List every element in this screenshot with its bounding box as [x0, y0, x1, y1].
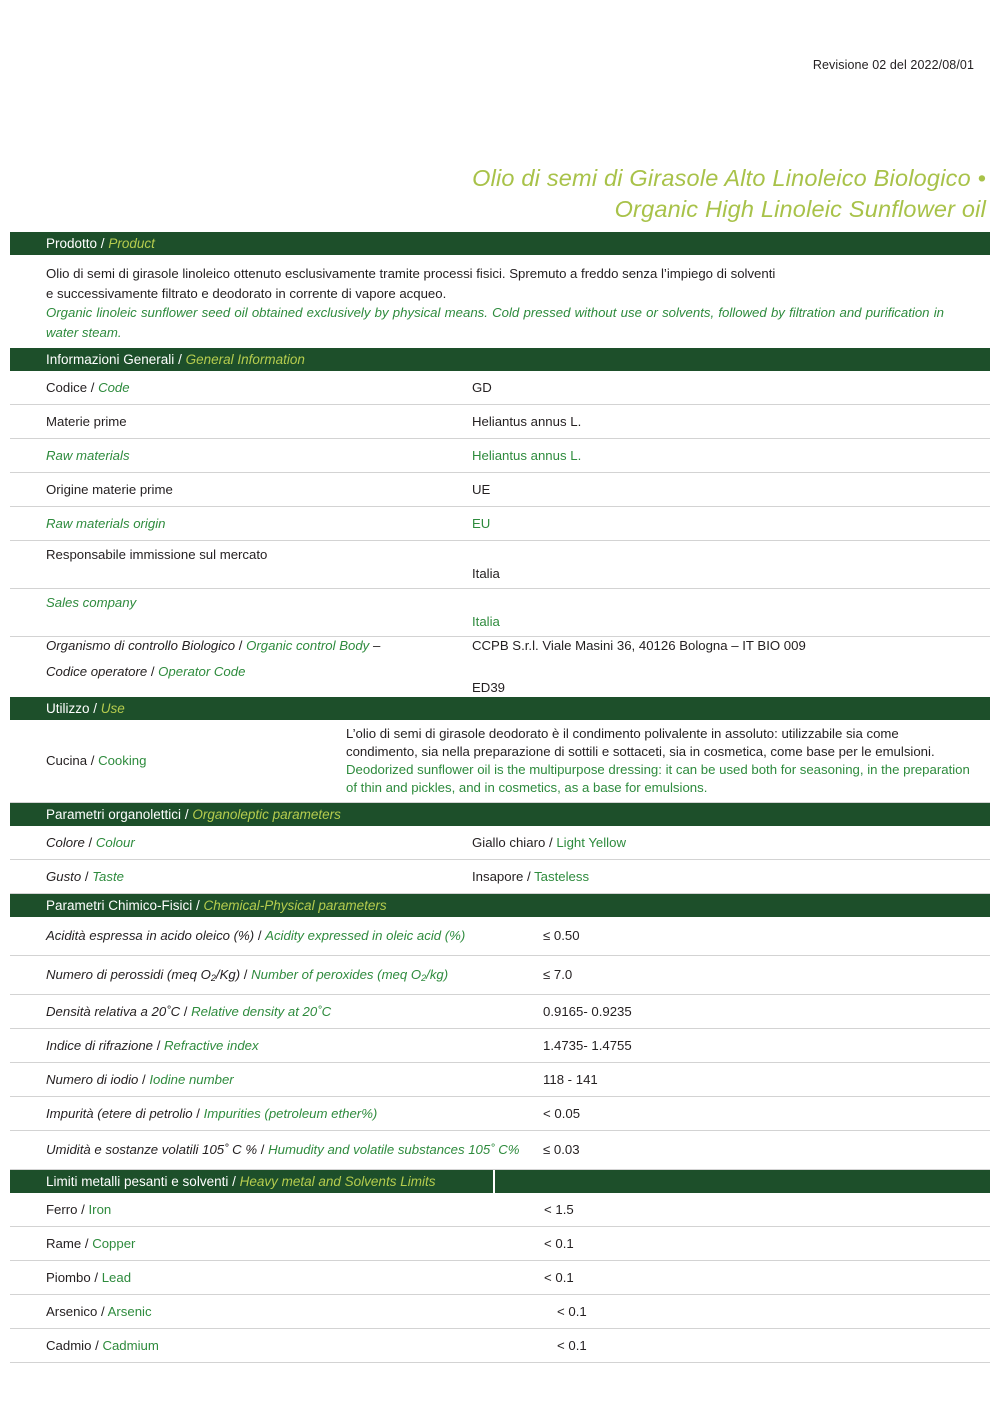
- section-header-heavy-metals: [10, 1170, 990, 1193]
- section-header-use-it: Utilizzo: [46, 701, 90, 716]
- operator-code-label-it: Codice operatore: [46, 663, 148, 679]
- row-value-en: Heliantus annus L.: [472, 447, 582, 463]
- section-header-use-en: Use: [100, 701, 125, 716]
- row-value: [472, 379, 990, 397]
- row-label-sep: /: [97, 1303, 108, 1319]
- row-label: [10, 413, 472, 431]
- table-row: [10, 371, 990, 405]
- row-label: [10, 1303, 544, 1321]
- row-value: [544, 1201, 990, 1219]
- row-label-sep: /: [192, 1105, 204, 1121]
- product-description-it-line2: e successivamente filtrato e deodorato in corrente di vapore acqueo.: [46, 285, 447, 301]
- row-label-it-b: /Kg): [215, 966, 241, 982]
- section-header-organoleptic-sep: /: [181, 807, 193, 822]
- section-header-organoleptic-it: Parametri organolettici: [46, 807, 182, 822]
- row-label: [10, 541, 472, 564]
- section-header-organoleptic-en: Organoleptic parameters: [192, 807, 341, 822]
- table-row: [10, 720, 990, 803]
- row-label-it: Ferro: [46, 1201, 78, 1217]
- row-label-en: Iron: [88, 1201, 112, 1217]
- row-label-sep: /: [87, 753, 99, 768]
- row-label-it: Rame: [46, 1235, 82, 1251]
- row-value: [472, 481, 990, 499]
- row-value: [543, 1071, 990, 1089]
- table-row: [10, 1029, 990, 1063]
- table-row: [10, 826, 990, 860]
- row-label-it: Indice di rifrazione: [46, 1037, 154, 1053]
- table-row: [10, 1329, 990, 1363]
- table-row: [10, 507, 990, 541]
- table-row: [10, 1193, 990, 1227]
- operator-code-label-en: Operator Code: [158, 663, 246, 679]
- row-value-it: ≤ 0.03: [543, 1142, 580, 1157]
- operator-code-value-text: ED39: [472, 679, 505, 695]
- row-value-en: Tasteless: [534, 868, 590, 884]
- table-row: [10, 541, 990, 589]
- row-value: [472, 413, 990, 431]
- document-body: [10, 232, 990, 1363]
- row-value: [543, 1037, 990, 1055]
- row-label: [10, 1071, 543, 1089]
- row-label: [10, 481, 472, 499]
- row-label-sep: /: [84, 834, 96, 850]
- row-label-en: Colour: [95, 834, 135, 850]
- table-row: [10, 1097, 990, 1131]
- row-label-it: Acidità espressa in acido oleico (%): [46, 928, 255, 943]
- section-header-product-en: Product: [108, 236, 155, 251]
- row-label-en: Cooking: [98, 753, 147, 768]
- row-label-sep: /: [180, 1003, 192, 1019]
- row-value-it: < 0.1: [544, 1269, 574, 1285]
- row-label: [10, 1105, 543, 1123]
- row-label-en: Arsenic: [107, 1303, 152, 1319]
- row-label: [10, 1269, 544, 1287]
- row-label: [10, 927, 543, 945]
- row-label-en-b: /kg): [426, 966, 449, 982]
- control-body-label-line: [46, 637, 472, 656]
- row-value: [472, 447, 990, 465]
- row-label-it: Densità relativa a 20˚C: [46, 1003, 181, 1019]
- section-header-general-en: General Information: [185, 352, 305, 367]
- table-row: [10, 956, 990, 995]
- table-row: [10, 1261, 990, 1295]
- row-value: [472, 637, 990, 697]
- row-value: [543, 927, 990, 945]
- row-label-en: Iodine number: [149, 1071, 234, 1087]
- section-header-general-sep: /: [174, 352, 186, 367]
- row-label-en-sub: 2: [421, 972, 427, 983]
- row-value: [544, 1269, 990, 1287]
- row-label-sep: /: [240, 966, 252, 982]
- control-body-label-dash: –: [369, 638, 381, 653]
- row-label-en: Taste: [92, 868, 124, 884]
- row-label: [10, 515, 472, 533]
- row-value: [543, 1003, 990, 1021]
- control-body-label-en: Organic control Body: [246, 638, 370, 653]
- table-row: [10, 439, 990, 473]
- row-value: [543, 1141, 990, 1159]
- row-label-en: Raw materials origin: [46, 515, 166, 531]
- row-label-sep: /: [254, 928, 266, 943]
- row-label: [10, 589, 472, 612]
- row-label: [10, 868, 472, 886]
- general-information-table: [10, 371, 990, 697]
- control-body-value-text: CCPB S.r.l. Viale Masini 36, 40126 Bologna – IT BIO 009: [472, 638, 806, 653]
- row-label-en: Cadmium: [102, 1337, 159, 1353]
- row-value-it: 0.9165- 0.9235: [543, 1003, 632, 1019]
- table-row: [10, 860, 990, 894]
- row-label-en: Refractive index: [164, 1037, 259, 1053]
- row-value-it: < 0.1: [557, 1337, 587, 1353]
- section-header-metals-en: Heavy metal and Solvents Limits: [239, 1174, 436, 1189]
- row-label: [10, 752, 346, 770]
- heavy-metals-table: [10, 1193, 990, 1363]
- row-label: [10, 447, 472, 465]
- row-value: [544, 1235, 990, 1253]
- table-row: [10, 995, 990, 1029]
- document-title: [30, 163, 986, 225]
- row-value-it: 1.4735- 1.4755: [543, 1037, 632, 1053]
- row-label: [10, 1037, 543, 1055]
- section-header-general-information: [10, 348, 990, 371]
- row-value-it: < 0.1: [557, 1303, 587, 1319]
- row-label-it: Codice: [46, 379, 88, 395]
- row-label-sep: /: [87, 379, 99, 395]
- row-value-it: 118 - 141: [543, 1071, 598, 1087]
- row-label-en: Raw materials: [46, 447, 130, 463]
- row-label-en: Lead: [101, 1269, 132, 1285]
- table-row: [10, 1063, 990, 1097]
- row-value-it: < 1.5: [544, 1201, 574, 1217]
- row-label-it-sub: 2: [210, 972, 216, 983]
- chemical-physical-table: [10, 917, 990, 1170]
- row-label-en-a: Number of peroxides (meq O: [251, 966, 422, 982]
- row-label-it: Cadmio: [46, 1337, 92, 1353]
- control-body-label-sep: /: [235, 638, 247, 653]
- row-label: [10, 1201, 544, 1219]
- row-value-it: Insapore: [472, 868, 524, 884]
- row-value: [472, 613, 990, 636]
- row-label-sep: /: [77, 1201, 89, 1217]
- table-row: [10, 473, 990, 507]
- row-label: [10, 379, 472, 397]
- section-header-chemical-physical: [10, 894, 990, 917]
- row-label-it: Materie prime: [46, 413, 127, 429]
- use-table: [10, 720, 990, 803]
- cooking-value-it: L’olio di semi di girasole deodorato è il condimento polivalente in assoluto: utilizzabile sia come condimento, sia nella preparazione di sottili e sottaceti, sia in cosmetica, come base per le emulsioni.: [346, 726, 935, 759]
- operator-code-label-line: [46, 663, 472, 682]
- row-value-it: Giallo chiaro: [472, 834, 546, 850]
- organic-control-body-row: [10, 637, 990, 697]
- row-label-it: Gusto: [46, 868, 82, 884]
- row-value-en: EU: [472, 515, 491, 531]
- row-label-it: Impurità (etere di petrolio: [46, 1105, 193, 1121]
- row-label: [10, 637, 472, 697]
- row-value: [544, 1337, 990, 1355]
- row-label-it: Responsabile immissione sul mercato: [46, 547, 268, 562]
- row-label-sep: /: [81, 1235, 93, 1251]
- row-label-en: Relative density at 20˚C: [191, 1003, 332, 1019]
- organoleptic-table: [10, 826, 990, 894]
- operator-code-label-sep: /: [147, 663, 159, 679]
- row-label: [10, 1141, 543, 1159]
- row-label-en: Sales company: [46, 595, 137, 610]
- section-header-use: [10, 697, 990, 720]
- row-label: [10, 834, 472, 852]
- product-description-it-line1: Olio di semi di girasole linoleico ottenuto esclusivamente tramite processi fisici. Spremuto a freddo senza l’impiego di solventi: [46, 266, 776, 281]
- row-value-it: ≤ 0.50: [543, 928, 580, 943]
- row-value: [543, 966, 990, 984]
- row-label-en: Humudity and volatile substances 105˚ C%: [268, 1142, 520, 1157]
- row-value-it: Italia: [472, 566, 500, 581]
- row-label: [10, 1337, 544, 1355]
- row-label-en: Impurities (petroleum ether%): [203, 1105, 378, 1121]
- table-row: [10, 1131, 990, 1170]
- row-value-it: ≤ 7.0: [543, 967, 573, 982]
- row-value: [472, 834, 990, 852]
- section-header-product: [10, 232, 990, 255]
- section-header-use-sep: /: [89, 701, 101, 716]
- operator-code-value: [472, 679, 990, 698]
- row-label: [10, 1235, 544, 1253]
- table-row: [10, 405, 990, 439]
- row-label-it-a: Numero di perossidi (meq O: [46, 966, 211, 982]
- row-label-sep: /: [91, 1337, 103, 1353]
- table-row: [10, 1227, 990, 1261]
- row-label-sep: /: [257, 1142, 269, 1157]
- row-label-it: Numero di iodio: [46, 1071, 139, 1087]
- row-value: [346, 720, 990, 802]
- product-description-en: Organic linoleic sunflower seed oil obtained exclusively by physical means. Cold pressed without use or solvents, followed by filtration and purification in water steam.: [46, 305, 944, 340]
- title-line-english: Organic High Linoleic Sunflower oil: [614, 196, 986, 222]
- row-value: [472, 515, 990, 533]
- row-label-sep: /: [153, 1037, 165, 1053]
- row-value: [543, 1105, 990, 1123]
- row-value-sep: /: [545, 834, 557, 850]
- product-description: [10, 255, 990, 348]
- row-label-it: Cucina: [46, 753, 88, 768]
- row-value-it: GD: [472, 379, 492, 395]
- row-value-it: < 0.05: [543, 1105, 581, 1121]
- title-line-italian: Olio di semi di Girasole Alto Linoleico Biologico •: [472, 165, 986, 191]
- row-label-en: Code: [98, 379, 130, 395]
- section-header-product-sep: /: [97, 236, 109, 251]
- row-label-sep: /: [81, 868, 93, 884]
- section-header-metals-sep: /: [228, 1174, 240, 1189]
- row-label-sep: /: [90, 1269, 102, 1285]
- row-label: [10, 1003, 543, 1021]
- row-label-it: Arsenico: [46, 1303, 98, 1319]
- cooking-value-en: Deodorized sunflower oil is the multipurpose dressing: it can be used both for seasoning, in the preparation of thin and pickles, and in cosmetics, as a base for emulsions.: [346, 762, 970, 795]
- row-value-it: < 0.1: [544, 1235, 574, 1251]
- section-header-chemical-sep: /: [192, 898, 204, 913]
- row-label-it: Umidità e sostanze volatili 105˚ C %: [46, 1142, 258, 1157]
- control-body-label-it: Organismo di controllo Biologico: [46, 638, 236, 653]
- table-row: [10, 1295, 990, 1329]
- control-body-value: [472, 637, 990, 656]
- section-header-general-it: Informazioni Generali: [46, 352, 175, 367]
- row-label-it: Colore: [46, 834, 85, 850]
- section-header-metals-it: Limiti metalli pesanti e solventi: [46, 1174, 229, 1189]
- revision-line: Revisione 02 del 2022/08/01: [812, 58, 974, 72]
- row-value-it: UE: [472, 481, 491, 497]
- row-value-sep: /: [523, 868, 535, 884]
- section-header-product-it: Prodotto: [46, 236, 98, 251]
- row-label-it: Piombo: [46, 1269, 91, 1285]
- row-label-en: Acidity expressed in oleic acid (%): [265, 928, 466, 943]
- row-label-it: Origine materie prime: [46, 481, 173, 497]
- row-value-en: Light Yellow: [556, 834, 626, 850]
- section-header-chemical-en: Chemical-Physical parameters: [203, 898, 387, 913]
- row-label-en: Copper: [92, 1235, 136, 1251]
- row-label: [10, 966, 543, 985]
- row-value: [544, 1303, 990, 1321]
- section-header-chemical-it: Parametri Chimico-Fisici: [46, 898, 193, 913]
- row-value: [472, 565, 990, 588]
- row-label-sep: /: [138, 1071, 150, 1087]
- row-value-it: Heliantus annus L.: [472, 413, 582, 429]
- table-row: [10, 589, 990, 637]
- row-value-en: Italia: [472, 614, 500, 629]
- row-value: [472, 868, 990, 886]
- section-header-organoleptic: [10, 803, 990, 826]
- table-row: [10, 917, 990, 956]
